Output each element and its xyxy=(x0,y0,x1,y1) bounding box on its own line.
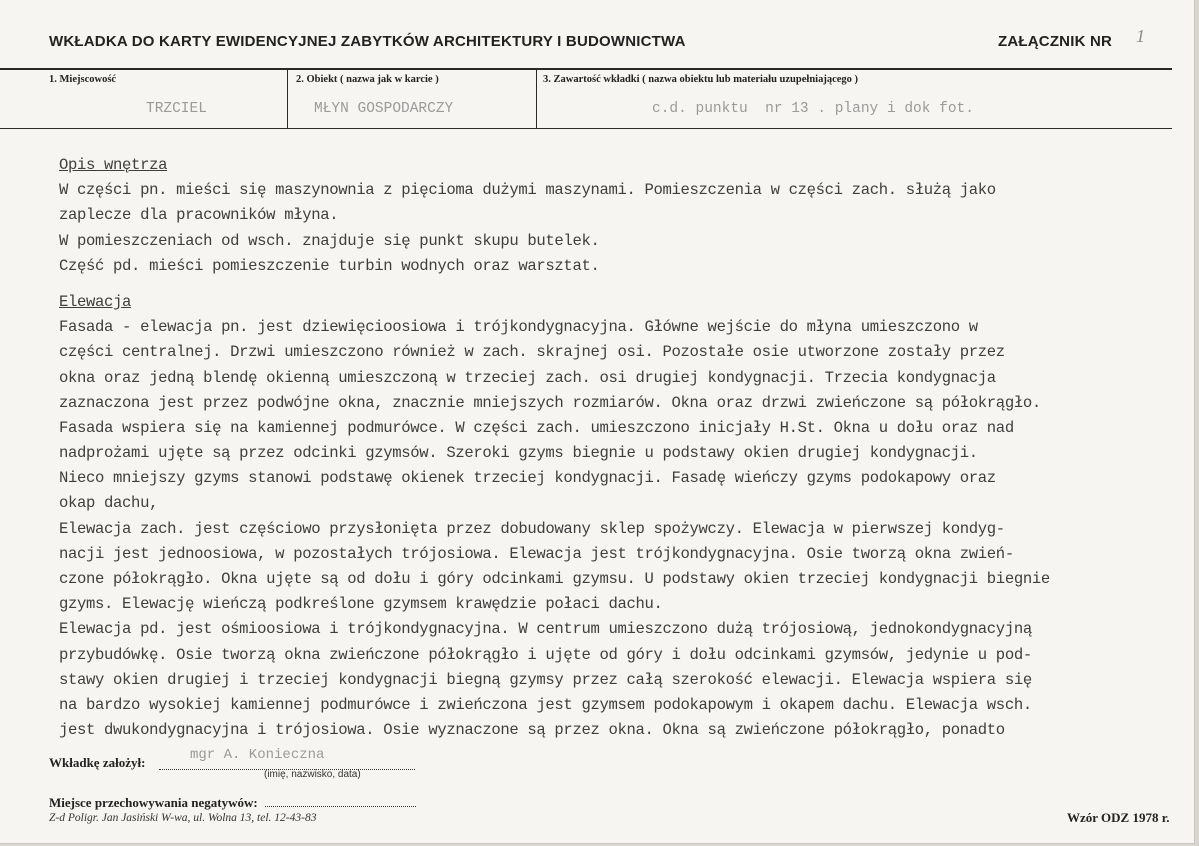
text-line: nadprożami ujęte są przez odcinki gzymsów. Szeroki gzyms biegnie u podstawy okien drugiej kondygnacji. xyxy=(59,444,978,463)
text-line: zaznaczona jest przez podwójne okna, znacznie mniejszych rozmiarów. Okna oraz drzwi zwieńczone są półokrągło. xyxy=(59,393,1041,412)
form-model: Wzór ODZ 1978 r. xyxy=(1067,810,1170,825)
printer-imprint: Z-d Poligr. Jan Jasiński W-wa, ul. Wolna 13, tel. 12-43-83 xyxy=(49,812,317,824)
text-line: Nieco mniejszy gzyms stanowi podstawę okienek trzeciej kondygnacji. Fasadę wieńczy gzyms podokapowy oraz xyxy=(59,469,996,488)
negatives-label: Miejsce przechowywania negatywów: xyxy=(49,795,258,810)
field-divider-1 xyxy=(287,69,288,128)
author-value: mgr A. Konieczna xyxy=(190,747,325,763)
text-line: okap dachu, xyxy=(59,494,159,513)
field-contents-label: 3. Zawartość wkładki ( nazwa obiektu lub materiału uzupełniającego ) xyxy=(543,74,859,85)
typewritten-description xyxy=(59,153,1169,743)
text-line: Fasada - elewacja pn. jest dziewięcioosiowa i trójkondygnacyjna. Główne wejście do młyna umieszczono w xyxy=(59,318,978,337)
text-line: Część pd. mieści pomieszczenie turbin wodnych oraz warsztat. xyxy=(59,256,600,275)
annex-number: 1 xyxy=(1136,26,1145,46)
field-contents-value: c.d. punktu nr 13 . plany i dok fot. xyxy=(652,101,974,117)
text-line: stawy okien drugiej i trzeciej kondygnacji biegną gzymsy przez całą szerokość elewacji. Elewacja wspiera się xyxy=(59,670,1032,689)
text-line: na bardzo wysokiej kamiennej podmurówce i zwieńczona jest gzymsem podokapowym i okapem dachu. Elewacja wsch. xyxy=(59,695,1032,714)
text-line: przybudówkę. Osie tworzą okna zwieńczone półokrągło i ujęte od góry i dołu odcinkami gzymsów, jedynie u pod- xyxy=(59,645,1032,664)
text-line: jest dwukondygnacyjna i trójosiowa. Osie wyznaczone są przez okna. Okna są zwieńczone półokrągło, ponadto xyxy=(59,721,1005,740)
field-locality-label: 1. Miejscowość xyxy=(49,74,117,85)
text-line: części centralnej. Drzwi umieszczono również w zach. skrajnej osi. Pozostałe osie utworzone zostały przez xyxy=(59,343,1005,362)
field-divider-2 xyxy=(536,69,537,128)
text-line: zaplecze dla pracowników młyna. xyxy=(59,206,339,225)
text-line: nacji jest jednoosiowa, w pozostałych trójosiowa. Elewacja jest trójkondygnacyjna. Osie tworzą okna zwień- xyxy=(59,544,1014,563)
text-line: Elewacja pd. jest ośmioosiowa i trójkondygnacyjna. W centrum umieszczono dużą trójosiową, jednokondygnacyjną xyxy=(59,620,1032,639)
text-line: czone półokrągło. Okna ujęte są od dołu i góry odcinkami gzymsu. U podstawy okien trzeciej kondygnacji biegnie xyxy=(59,570,1050,588)
top-rule xyxy=(0,68,1172,70)
form-title: WKŁADKA DO KARTY EWIDENCYJNEJ ZABYTKÓW ARCHITEKTURY I BUDOWNICTWA xyxy=(49,33,686,50)
author-label: Wkładkę założył: xyxy=(49,755,146,770)
text-line: Fasada wspiera się na kamiennej podmurówce. W części zach. umieszczono inicjały H.St. Okna u dołu oraz nad xyxy=(59,418,1014,437)
negatives-dotted-line xyxy=(265,806,416,807)
section-gap xyxy=(59,279,1169,290)
fields-bottom-rule xyxy=(0,128,1172,129)
section-heading-interior: Opis wnętrza xyxy=(59,156,168,174)
text-line: Elewacja zach. jest częściowo przysłonięta przez dobudowany sklep spożywczy. Elewacja w pierwszej kondyg- xyxy=(59,519,1005,538)
text-line: gzyms. Elewację wieńczą podkreślone gzymsem krawędzie połaci dachu. xyxy=(59,595,663,614)
section-heading-elevation: Elewacja xyxy=(59,292,132,311)
text-line: okna oraz jedną blendę okienną umieszczoną w trzeciej zach. osi drugiej kondygnacji. Trzecia kondygnacja xyxy=(59,368,996,387)
field-object-label: 2. Obiekt ( nazwa jak w karcie ) xyxy=(296,74,439,85)
text-line: W pomieszczeniach od wsch. znajduje się punkt skupu butelek. xyxy=(59,231,600,250)
author-hint: (imię, nazwisko, data) xyxy=(264,769,361,780)
annex-label: ZAŁĄCZNIK NR xyxy=(998,33,1113,50)
field-object-value: MŁYN GOSPODARCZY xyxy=(314,101,454,117)
text-line: W części pn. mieści się maszynownia z pięcioma dużymi maszynami. Pomieszczenia w części zach. służą jako xyxy=(59,181,996,200)
field-locality-value: TRZCIEL xyxy=(146,101,207,117)
